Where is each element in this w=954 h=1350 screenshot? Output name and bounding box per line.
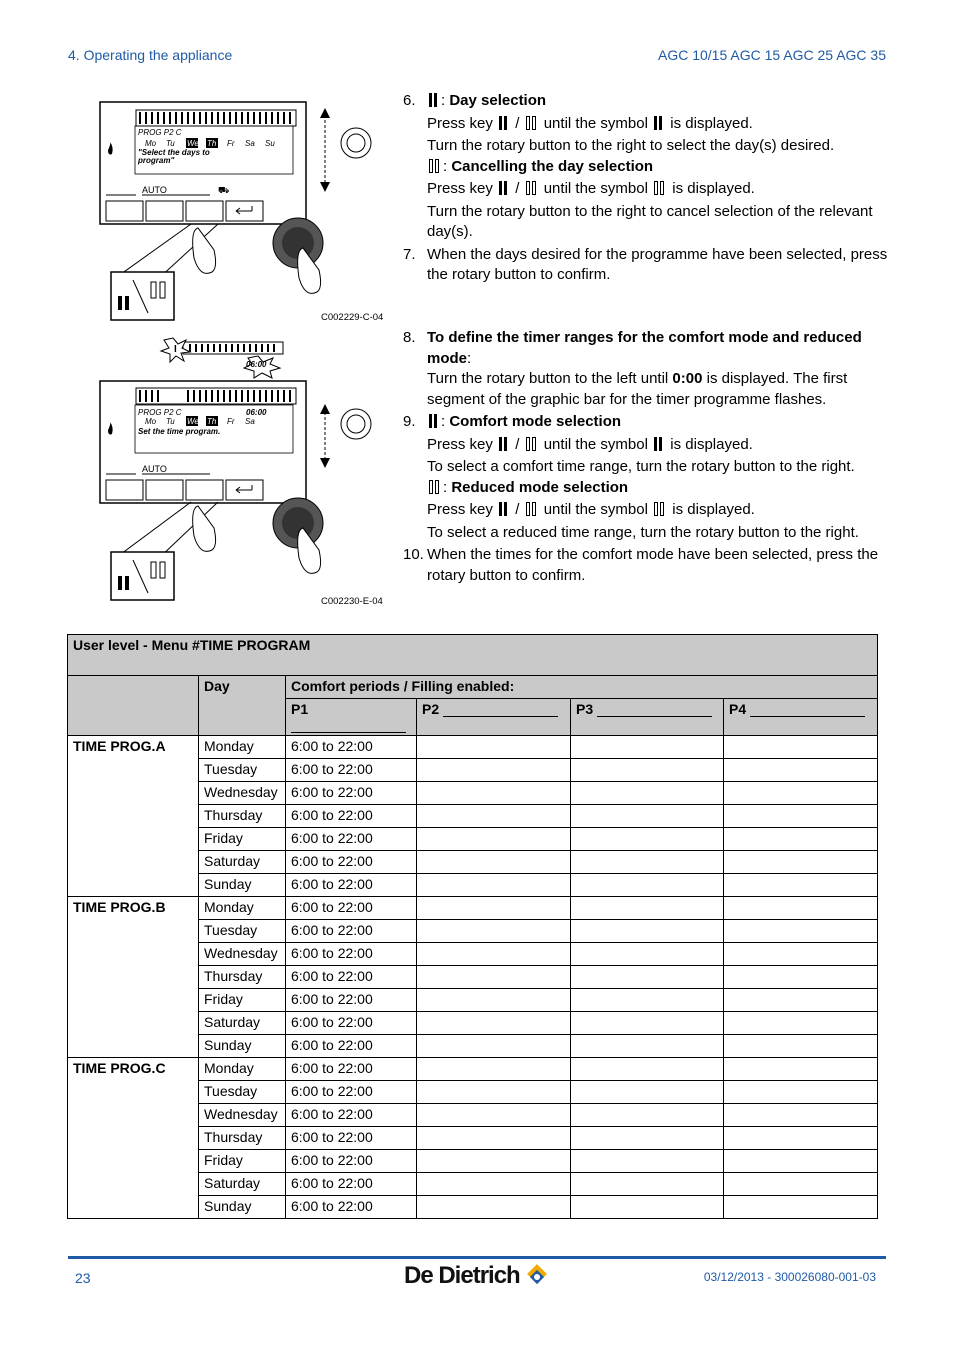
text: / bbox=[515, 501, 520, 518]
day-cell: Thursday bbox=[199, 966, 286, 989]
reduced-key-icon bbox=[526, 502, 538, 523]
program-name: TIME PROG.C bbox=[68, 1058, 199, 1219]
display-day: Mo bbox=[145, 139, 157, 148]
p2-cell[interactable] bbox=[417, 1104, 571, 1127]
rotary-indicator-icon bbox=[341, 128, 371, 158]
display-day: Su bbox=[265, 139, 275, 148]
day-cell: Wednesday bbox=[199, 782, 286, 805]
table-body bbox=[68, 736, 878, 1219]
page-number: 23 bbox=[75, 1270, 91, 1286]
p4-cell[interactable] bbox=[724, 805, 878, 828]
reduced-key-icon bbox=[526, 437, 538, 458]
day-cell: Sunday bbox=[199, 1196, 286, 1219]
p1-cell: 6:00 to 22:00 bbox=[286, 805, 417, 828]
p4-cell[interactable] bbox=[724, 966, 878, 989]
display-day-selected: We bbox=[187, 139, 199, 148]
text: / bbox=[515, 180, 520, 197]
table-row bbox=[68, 736, 878, 759]
step-number: 6. bbox=[403, 92, 416, 109]
day-cell: Monday bbox=[199, 736, 286, 759]
day-cell: Monday bbox=[199, 897, 286, 920]
comfort-symbol-icon bbox=[429, 414, 439, 435]
brand-logo: De Dietrich bbox=[404, 1262, 520, 1289]
step-title: Day selection bbox=[449, 92, 547, 109]
day-cell: Sunday bbox=[199, 874, 286, 897]
rotary-indicator-icon bbox=[341, 409, 371, 439]
text: until the symbol bbox=[543, 501, 648, 518]
step-title: Comfort mode selection bbox=[449, 413, 622, 430]
p2-cell[interactable] bbox=[417, 1173, 571, 1196]
step-7 bbox=[403, 245, 893, 286]
table-title: User level - Menu #TIME PROGRAM bbox=[68, 635, 878, 676]
text: When the times for the comfort mode have been selected, press the rotary button to confirm. bbox=[427, 546, 879, 584]
p1-cell: 6:00 to 22:00 bbox=[286, 782, 417, 805]
figure-code: C002229-C-04 bbox=[321, 312, 384, 323]
p3-cell[interactable] bbox=[571, 805, 724, 828]
p3-cell[interactable] bbox=[571, 943, 724, 966]
separator: : bbox=[441, 413, 446, 430]
display-day: Tu bbox=[166, 139, 175, 148]
p2-cell[interactable] bbox=[417, 1196, 571, 1219]
p4-cell[interactable] bbox=[724, 1196, 878, 1219]
text: Press key bbox=[427, 501, 493, 518]
p2-cell[interactable] bbox=[417, 943, 571, 966]
step-title: To define the timer ranges for the comfort mode and reduced mode bbox=[427, 329, 862, 367]
p2-cell[interactable] bbox=[417, 1081, 571, 1104]
separator: : bbox=[443, 478, 448, 496]
comfort-symbol-icon bbox=[654, 116, 664, 137]
p4-cell[interactable] bbox=[724, 1150, 878, 1173]
comfort-key-icon bbox=[499, 181, 509, 202]
figure-time-program bbox=[98, 330, 388, 605]
reduced-symbol-icon bbox=[654, 181, 666, 202]
p1-cell: 6:00 to 22:00 bbox=[286, 759, 417, 782]
p3-cell[interactable] bbox=[571, 759, 724, 782]
p3-cell[interactable] bbox=[571, 1173, 724, 1196]
text: until the symbol bbox=[543, 180, 648, 197]
p3-cell[interactable] bbox=[571, 1104, 724, 1127]
text: To select a comfort time range, turn the rotary button to the right. bbox=[427, 458, 855, 475]
comfort-symbol-icon bbox=[429, 93, 439, 114]
p2-cell[interactable] bbox=[417, 989, 571, 1012]
brand-logo-icon bbox=[524, 1264, 550, 1290]
p1-cell: 6:00 to 22:00 bbox=[286, 897, 417, 920]
step-number: 9. bbox=[403, 413, 416, 430]
text: / bbox=[515, 114, 520, 132]
reduced-symbol-icon bbox=[429, 159, 441, 180]
display-time: 06:00 bbox=[246, 408, 267, 417]
reduced-key-icon bbox=[526, 181, 538, 202]
day-cell: Thursday bbox=[199, 805, 286, 828]
steps-time-ranges bbox=[403, 328, 893, 586]
separator: : bbox=[443, 157, 448, 175]
text: is displayed. bbox=[672, 501, 755, 518]
display-day-selected: We bbox=[187, 417, 199, 426]
p1-cell: 6:00 to 22:00 bbox=[286, 1058, 417, 1081]
step-number: 7. bbox=[403, 245, 416, 263]
step-subtitle: Cancelling the day selection bbox=[451, 157, 654, 175]
day-cell: Tuesday bbox=[199, 1081, 286, 1104]
p4-cell[interactable] bbox=[724, 920, 878, 943]
text: To select a reduced time range, turn the rotary button to the right. bbox=[427, 523, 859, 541]
text: Press key bbox=[427, 114, 493, 132]
p2-cell[interactable] bbox=[417, 1012, 571, 1035]
display-mode: AUTO bbox=[142, 185, 167, 195]
p1-cell: 6:00 to 22:00 bbox=[286, 1173, 417, 1196]
p3-cell[interactable] bbox=[571, 1127, 724, 1150]
day-cell: Friday bbox=[199, 1150, 286, 1173]
day-cell: Thursday bbox=[199, 1127, 286, 1150]
display-day: Tu bbox=[166, 417, 175, 426]
p4-cell[interactable] bbox=[724, 1081, 878, 1104]
p1-cell: 6:00 to 22:00 bbox=[286, 1196, 417, 1219]
section-header: 4. Operating the appliance bbox=[68, 47, 233, 63]
display-day-selected: Th bbox=[207, 139, 217, 148]
step-number: 10. bbox=[403, 546, 424, 563]
display-day: Mo bbox=[145, 417, 157, 426]
header-comfort: Comfort periods / Filling enabled: bbox=[286, 676, 878, 699]
p2-cell[interactable] bbox=[417, 805, 571, 828]
p4-cell[interactable] bbox=[724, 759, 878, 782]
p3-cell[interactable] bbox=[571, 1012, 724, 1035]
p3-cell[interactable] bbox=[571, 1035, 724, 1058]
p3-cell[interactable] bbox=[571, 874, 724, 897]
p1-cell: 6:00 to 22:00 bbox=[286, 1035, 417, 1058]
comfort-symbol-icon bbox=[654, 437, 664, 458]
day-cell: Tuesday bbox=[199, 920, 286, 943]
header-p3: P3 bbox=[571, 699, 724, 736]
comfort-key-icon bbox=[499, 116, 509, 137]
day-cell: Wednesday bbox=[199, 1104, 286, 1127]
display-mode: AUTO bbox=[142, 464, 167, 474]
display-prog-label: PROG P2 C bbox=[138, 408, 182, 417]
table-row bbox=[68, 1058, 878, 1081]
p4-cell[interactable] bbox=[724, 782, 878, 805]
text: is displayed. bbox=[670, 114, 753, 132]
text: Press key bbox=[427, 435, 493, 453]
p2-cell[interactable] bbox=[417, 1127, 571, 1150]
control-panel-illustration bbox=[98, 330, 388, 605]
display-instruction: program" bbox=[138, 156, 175, 165]
display-day-selected: Th bbox=[207, 417, 217, 426]
time-value: 0:00 bbox=[672, 370, 703, 387]
p1-cell: 6:00 to 22:00 bbox=[286, 736, 417, 759]
p1-cell: 6:00 to 22:00 bbox=[286, 920, 417, 943]
p2-cell[interactable] bbox=[417, 1150, 571, 1173]
p1-cell: 6:00 to 22:00 bbox=[286, 989, 417, 1012]
display-day: Fr bbox=[227, 139, 235, 148]
p4-cell[interactable] bbox=[724, 1104, 878, 1127]
p2-cell[interactable] bbox=[417, 851, 571, 874]
p2-cell[interactable] bbox=[417, 874, 571, 897]
p1-cell: 6:00 to 22:00 bbox=[286, 966, 417, 989]
reduced-key-icon bbox=[526, 116, 538, 137]
comfort-key-icon bbox=[499, 502, 509, 523]
p1-cell: 6:00 to 22:00 bbox=[286, 828, 417, 851]
p4-cell[interactable] bbox=[724, 828, 878, 851]
control-panel-illustration bbox=[98, 100, 388, 325]
day-cell: Wednesday bbox=[199, 943, 286, 966]
p1-cell: 6:00 to 22:00 bbox=[286, 874, 417, 897]
display-day: Fr bbox=[227, 417, 235, 426]
p3-cell[interactable] bbox=[571, 1150, 724, 1173]
text: is displayed. bbox=[670, 435, 753, 453]
day-cell: Friday bbox=[199, 989, 286, 1012]
p3-cell[interactable] bbox=[571, 782, 724, 805]
text: Turn the rotary button to the right to select the day(s) desired. bbox=[427, 137, 835, 154]
steps-day-selection bbox=[403, 91, 893, 286]
p2-cell[interactable] bbox=[417, 920, 571, 943]
figure-day-selection bbox=[98, 100, 388, 325]
flashing-time: 06:00 bbox=[246, 360, 267, 369]
p2-cell[interactable] bbox=[417, 966, 571, 989]
step-8 bbox=[403, 328, 893, 410]
p3-cell[interactable] bbox=[571, 1081, 724, 1104]
p3-cell[interactable] bbox=[571, 1196, 724, 1219]
step-number: 8. bbox=[403, 329, 416, 346]
footer-rule bbox=[68, 1256, 886, 1259]
text: until the symbol bbox=[543, 435, 648, 453]
reduced-symbol-icon bbox=[429, 480, 441, 501]
header-p1: P1 bbox=[286, 699, 417, 736]
day-cell: Saturday bbox=[199, 851, 286, 874]
p3-cell[interactable] bbox=[571, 851, 724, 874]
day-cell: Saturday bbox=[199, 1173, 286, 1196]
p4-cell[interactable] bbox=[724, 897, 878, 920]
text: / bbox=[515, 435, 520, 453]
p2-cell[interactable] bbox=[417, 782, 571, 805]
display-instruction: Set the time program. bbox=[138, 427, 221, 436]
step-6 bbox=[403, 91, 893, 243]
text: is displayed. bbox=[672, 180, 755, 197]
p4-cell[interactable] bbox=[724, 1127, 878, 1150]
p4-cell[interactable] bbox=[724, 736, 878, 759]
display-instruction: "Select the days to bbox=[138, 148, 210, 157]
p4-cell[interactable] bbox=[724, 1173, 878, 1196]
p1-cell: 6:00 to 22:00 bbox=[286, 943, 417, 966]
p3-cell[interactable] bbox=[571, 897, 724, 920]
p3-cell[interactable] bbox=[571, 1058, 724, 1081]
display-prog-label: PROG P2 C bbox=[138, 128, 182, 137]
day-cell: Saturday bbox=[199, 1012, 286, 1035]
p1-cell: 6:00 to 22:00 bbox=[286, 1150, 417, 1173]
time-program-table bbox=[67, 634, 878, 1219]
p3-cell[interactable] bbox=[571, 920, 724, 943]
header-empty bbox=[68, 676, 199, 736]
svg-text:⛟: ⛟ bbox=[218, 185, 230, 195]
day-cell: Friday bbox=[199, 828, 286, 851]
comfort-key-icon bbox=[499, 437, 509, 458]
step-10 bbox=[403, 545, 893, 586]
p1-cell: 6:00 to 22:00 bbox=[286, 1081, 417, 1104]
p2-cell[interactable] bbox=[417, 828, 571, 851]
p4-cell[interactable] bbox=[724, 1058, 878, 1081]
display-day: Sa bbox=[245, 139, 255, 148]
table-row bbox=[68, 897, 878, 920]
reduced-symbol-icon bbox=[654, 502, 666, 523]
p1-cell: 6:00 to 22:00 bbox=[286, 1127, 417, 1150]
day-cell: Sunday bbox=[199, 1035, 286, 1058]
p2-cell[interactable] bbox=[417, 736, 571, 759]
p4-cell[interactable] bbox=[724, 943, 878, 966]
p3-cell[interactable] bbox=[571, 828, 724, 851]
model-header: AGC 10/15 AGC 15 AGC 25 AGC 35 bbox=[657, 47, 886, 63]
step-subtitle: Reduced mode selection bbox=[451, 478, 629, 496]
document-reference: 03/12/2013 - 300026080-001-03 bbox=[703, 1270, 876, 1284]
p4-cell[interactable] bbox=[724, 851, 878, 874]
text: Turn the rotary button to the right to cancel selection of the relevant day(s). bbox=[427, 202, 873, 240]
p2-cell[interactable] bbox=[417, 897, 571, 920]
finger-icon bbox=[193, 506, 216, 551]
step-9 bbox=[403, 412, 893, 543]
header-day: Day bbox=[199, 676, 286, 736]
figure-code: C002230-E-04 bbox=[321, 596, 383, 607]
day-cell: Monday bbox=[199, 1058, 286, 1081]
separator: : bbox=[441, 92, 446, 109]
separator: : bbox=[467, 349, 472, 367]
header-p4: P4 bbox=[724, 699, 878, 736]
day-cell: Tuesday bbox=[199, 759, 286, 782]
p2-cell[interactable] bbox=[417, 1035, 571, 1058]
p4-cell[interactable] bbox=[724, 1035, 878, 1058]
text: When the days desired for the programme have been selected, press the rotary button to confirm. bbox=[427, 245, 888, 283]
svg-text:I: I bbox=[174, 344, 177, 355]
p1-cell: 6:00 to 22:00 bbox=[286, 851, 417, 874]
p1-cell: 6:00 to 22:00 bbox=[286, 1012, 417, 1035]
p2-cell[interactable] bbox=[417, 1058, 571, 1081]
p4-cell[interactable] bbox=[724, 874, 878, 897]
p3-cell[interactable] bbox=[571, 989, 724, 1012]
p1-cell: 6:00 to 22:00 bbox=[286, 1104, 417, 1127]
text: until the symbol bbox=[543, 114, 648, 132]
program-name: TIME PROG.B bbox=[68, 897, 199, 1058]
p4-cell[interactable] bbox=[724, 1012, 878, 1035]
text: Turn the rotary button to the left until bbox=[427, 370, 669, 387]
p4-cell[interactable] bbox=[724, 989, 878, 1012]
text: is displayed. The first segment of the graphic bar for the timer programme flashes. bbox=[427, 370, 848, 408]
p3-cell[interactable] bbox=[571, 966, 724, 989]
display-day: Sa bbox=[245, 417, 255, 426]
program-name: TIME PROG.A bbox=[68, 736, 199, 897]
header-p2: P2 bbox=[417, 699, 571, 736]
text: Press key bbox=[427, 180, 493, 197]
p3-cell[interactable] bbox=[571, 736, 724, 759]
p2-cell[interactable] bbox=[417, 759, 571, 782]
finger-icon bbox=[193, 228, 216, 273]
